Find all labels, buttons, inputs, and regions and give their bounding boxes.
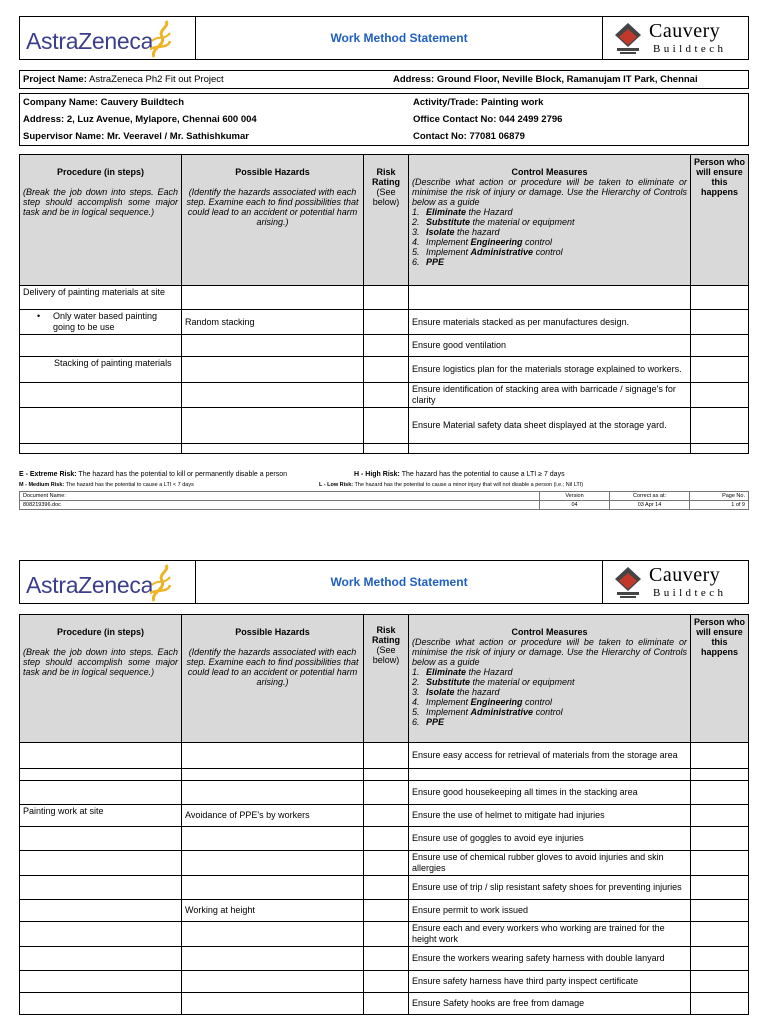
table-row — [20, 310, 749, 335]
control-hierarchy-item: 5. Implement Administrative control — [412, 247, 563, 257]
procedure-cell: Delivery of painting materials at site — [20, 286, 182, 310]
hazard-cell — [182, 851, 364, 876]
procedure-cell: Painting work at site — [20, 805, 182, 827]
risk-rating-cell — [364, 851, 409, 876]
procedure-cell — [20, 781, 182, 805]
cauvery-building-icon — [611, 565, 645, 599]
hazard-cell — [182, 827, 364, 851]
table-row — [20, 851, 749, 876]
control-measure-cell — [409, 769, 691, 781]
control-measures-header: Control Measures (Describe what action or procedure will be taken to eliminate or minimise the risk of injury or damage. Use the Hierarchy of Controls below as a guide 1. Eliminate the Hazard 2. Substitute the material or equipment 3. Isolate the hazard 4. Implement Engineering control 5. Implement Administrative control 6. PPE — [409, 615, 691, 743]
bullet-icon: • — [37, 311, 41, 321]
control-hierarchy-item: 6. PPE — [412, 257, 445, 267]
table-row — [20, 769, 749, 781]
control-measure-cell: Ensure good ventilation — [409, 335, 691, 357]
control-measure-cell: Ensure good housekeeping all times in the stacking area — [409, 781, 691, 805]
table-row — [20, 444, 749, 454]
astrazeneca-logo-text: AstraZeneca — [26, 572, 154, 598]
activity-trade: Activity/Trade: Painting work — [413, 97, 544, 108]
risk-rating-cell — [364, 781, 409, 805]
responsible-person-cell — [691, 971, 749, 993]
hazard-cell — [182, 444, 364, 454]
procedure-cell — [20, 851, 182, 876]
responsible-person-cell — [691, 444, 749, 454]
responsible-person-cell — [691, 900, 749, 922]
company-address: Address: 2, Luz Avenue, Mylapore, Chennai 600 004 — [23, 114, 257, 125]
risk-rating-cell — [364, 310, 409, 335]
page-2 — [19, 560, 749, 1015]
control-hierarchy-item: 4. Implement Engineering control — [412, 237, 553, 247]
control-hierarchy-item: 6. PPE — [412, 717, 445, 727]
responsible-person-cell — [691, 408, 749, 444]
control-measure-cell: Ensure use of goggles to avoid eye injuries — [409, 827, 691, 851]
astrazeneca-swirl-icon — [148, 19, 174, 59]
control-measure-cell: Ensure materials stacked as per manufactures design. — [409, 310, 691, 335]
document-title: Work Method Statement — [196, 561, 603, 604]
control-measure-cell: Ensure logistics plan for the materials storage explained to workers. — [409, 357, 691, 383]
responsible-person-cell — [691, 383, 749, 408]
responsible-person-cell — [691, 993, 749, 1015]
procedure-cell — [20, 993, 182, 1015]
hazard-cell — [182, 993, 364, 1015]
responsible-person-cell — [691, 827, 749, 851]
procedure-cell — [20, 947, 182, 971]
hazard-cell: Working at height — [182, 900, 364, 922]
page-1 — [19, 16, 749, 510]
procedure-header: Procedure (in steps) (Break the job down into steps. Each step should accomplish some major task and be in logical sequence.) — [20, 155, 182, 286]
table-row — [20, 335, 749, 357]
hazard-cell — [182, 383, 364, 408]
page-header — [19, 16, 749, 60]
project-info-box — [19, 70, 749, 89]
astrazeneca-swirl-icon — [148, 563, 174, 603]
cauvery-logo — [603, 17, 749, 60]
office-contact: Office Contact No: 044 2499 2796 — [413, 114, 563, 125]
risk-rating-cell — [364, 805, 409, 827]
table-row — [20, 900, 749, 922]
hazard-cell — [182, 769, 364, 781]
procedure-cell — [20, 769, 182, 781]
method-table-1 — [19, 154, 749, 454]
table-row — [20, 971, 749, 993]
company-info-box — [19, 93, 749, 146]
risk-rating-header: Risk Rating (See below) — [364, 155, 409, 286]
risk-rating-cell — [364, 408, 409, 444]
cauvery-logo — [603, 561, 749, 604]
risk-rating-cell — [364, 827, 409, 851]
cauvery-building-icon — [611, 21, 645, 55]
risk-rating-cell — [364, 993, 409, 1015]
control-measure-cell: Ensure the use of helmet to mitigate had injuries — [409, 805, 691, 827]
hazard-cell — [182, 947, 364, 971]
document-title: Work Method Statement — [196, 17, 603, 60]
table-row — [20, 781, 749, 805]
table-row — [20, 947, 749, 971]
table-row — [20, 827, 749, 851]
cauvery-logo-sub: Buildtech — [653, 43, 727, 55]
responsible-person-cell — [691, 743, 749, 769]
risk-rating-cell — [364, 743, 409, 769]
procedure-cell — [20, 971, 182, 993]
risk-legend: E - Extreme Risk: The hazard has the potential to kill or permanently disable a person H - High Risk: The hazard has the potential to cause a LTI ≥ 7 days M - Medium Risk: The hazard has the potential to cause a LTI < 7 days L - Low Risk: The hazard has the potential to cause a minor injury that will not disable a person (i.e.; Nil LTI) — [19, 471, 584, 488]
document-footer: Document Name: Version Correct as at: Page No. 808219396.doc 04 03 Apr 14 1 of 9 — [19, 491, 749, 510]
table-row — [20, 357, 749, 383]
procedure-cell: Stacking of painting materials — [20, 357, 182, 383]
table-row — [20, 383, 749, 408]
document-version: 04 — [540, 501, 610, 510]
person-header: Person who will ensure this happens — [691, 155, 749, 286]
risk-rating-cell — [364, 357, 409, 383]
responsible-person-cell — [691, 876, 749, 900]
procedure-cell — [20, 444, 182, 454]
table-row — [20, 743, 749, 769]
cauvery-logo-name: Cauvery — [649, 564, 721, 586]
procedure-cell: • Only water based painting going to be use — [20, 310, 182, 335]
control-measure-cell: Ensure Material safety data sheet displayed at the storage yard. — [409, 408, 691, 444]
responsible-person-cell — [691, 805, 749, 827]
control-measure-cell: Ensure use of trip / slip resistant safety shoes for preventing injuries — [409, 876, 691, 900]
risk-rating-cell — [364, 900, 409, 922]
hazard-cell — [182, 286, 364, 310]
risk-rating-cell — [364, 383, 409, 408]
risk-rating-cell — [364, 444, 409, 454]
document-name: 808219396.doc — [20, 501, 540, 510]
cauvery-logo-sub: Buildtech — [653, 587, 727, 599]
project-name: Project Name: AstraZeneca Ph2 Fit out Project — [23, 74, 224, 85]
table-row — [20, 993, 749, 1015]
procedure-cell — [20, 743, 182, 769]
responsible-person-cell — [691, 851, 749, 876]
hazard-cell — [182, 743, 364, 769]
procedure-cell — [20, 408, 182, 444]
method-table-2 — [19, 614, 749, 1015]
control-hierarchy-item: 4. Implement Engineering control — [412, 697, 553, 707]
hazard-cell — [182, 922, 364, 947]
supervisor-name: Supervisor Name: Mr. Veeravel / Mr. Sathishkumar — [23, 131, 249, 142]
procedure-cell — [20, 383, 182, 408]
procedure-cell — [20, 876, 182, 900]
control-measure-cell: Ensure permit to work issued — [409, 900, 691, 922]
table-row — [20, 408, 749, 444]
control-measure-cell: Ensure safety harness have third party inspect certificate — [409, 971, 691, 993]
control-hierarchy-item: 3. Isolate the hazard — [412, 687, 500, 697]
hazard-cell — [182, 971, 364, 993]
risk-rating-cell — [364, 876, 409, 900]
hazard-cell — [182, 335, 364, 357]
table-row — [20, 876, 749, 900]
table-row — [20, 805, 749, 827]
control-measure-cell: Ensure identification of stacking area with barricade / signage's for clarity — [409, 383, 691, 408]
responsible-person-cell — [691, 922, 749, 947]
hazards-header: Possible Hazards (Identify the hazards associated with each step. Examine each to find possibilities that could lead to an accident or potential harm arising.) — [182, 615, 364, 743]
hazard-cell: Avoidance of PPE's by workers — [182, 805, 364, 827]
page-header — [19, 560, 749, 604]
hierarchy-of-controls — [412, 207, 687, 267]
control-measure-cell — [409, 286, 691, 310]
control-hierarchy-item: 3. Isolate the hazard — [412, 227, 500, 237]
responsible-person-cell — [691, 357, 749, 383]
control-measure-cell: Ensure use of chemical rubber gloves to avoid injuries and skin allergies — [409, 851, 691, 876]
control-measures-header: Control Measures (Describe what action or procedure will be taken to eliminate or minimise the risk of injury or damage. Use the Hierarchy of Controls below as a guide 1. Eliminate the Hazard 2. Substitute the material or equipment 3. Isolate the hazard 4. Implement Engineering control 5. Implement Administrative control 6. PPE — [409, 155, 691, 286]
risk-rating-cell — [364, 286, 409, 310]
hazard-cell — [182, 408, 364, 444]
risk-rating-cell — [364, 971, 409, 993]
table-row — [20, 922, 749, 947]
astrazeneca-logo — [20, 17, 196, 60]
responsible-person-cell — [691, 769, 749, 781]
risk-rating-header: Risk Rating (See below) — [364, 615, 409, 743]
risk-rating-cell — [364, 335, 409, 357]
control-measure-cell: Ensure the workers wearing safety harness with double lanyard — [409, 947, 691, 971]
site-address: Address: Ground Floor, Neville Block, Ramanujam IT Park, Chennai — [393, 74, 698, 85]
risk-rating-cell — [364, 769, 409, 781]
control-measure-cell: Ensure easy access for retrieval of materials from the storage area — [409, 743, 691, 769]
procedure-cell — [20, 335, 182, 357]
company-name: Company Name: Cauvery Buildtech — [23, 97, 185, 108]
control-hierarchy-item: 5. Implement Administrative control — [412, 707, 563, 717]
control-measure-cell — [409, 444, 691, 454]
astrazeneca-logo — [20, 561, 196, 604]
astrazeneca-logo-text: AstraZeneca — [26, 28, 154, 54]
responsible-person-cell — [691, 310, 749, 335]
document-date: 03 Apr 14 — [610, 501, 690, 510]
hierarchy-of-controls — [412, 667, 687, 727]
table-row — [20, 286, 749, 310]
procedure-cell — [20, 900, 182, 922]
control-hierarchy-item: 2. Substitute the material or equipment — [412, 677, 575, 687]
contact-number: Contact No: 77081 06879 — [413, 131, 525, 142]
page-number: 1 of 9 — [690, 501, 749, 510]
control-hierarchy-item: 1. Eliminate the Hazard — [412, 207, 513, 217]
procedure-header: Procedure (in steps) (Break the job down into steps. Each step should accomplish some major task and be in logical sequence.) — [20, 615, 182, 743]
hazard-cell — [182, 876, 364, 900]
hazard-cell — [182, 781, 364, 805]
control-hierarchy-item: 2. Substitute the material or equipment — [412, 217, 575, 227]
person-header: Person who will ensure this happens — [691, 615, 749, 743]
control-measure-cell: Ensure each and every workers who working are trained for the height work — [409, 922, 691, 947]
control-measure-cell: Ensure Safety hooks are free from damage — [409, 993, 691, 1015]
control-hierarchy-item: 1. Eliminate the Hazard — [412, 667, 513, 677]
responsible-person-cell — [691, 286, 749, 310]
procedure-cell — [20, 827, 182, 851]
responsible-person-cell — [691, 335, 749, 357]
hazard-cell — [182, 357, 364, 383]
risk-rating-cell — [364, 947, 409, 971]
responsible-person-cell — [691, 947, 749, 971]
responsible-person-cell — [691, 781, 749, 805]
procedure-cell — [20, 922, 182, 947]
hazard-cell: Random stacking — [182, 310, 364, 335]
cauvery-logo-name: Cauvery — [649, 20, 721, 42]
hazards-header: Possible Hazards (Identify the hazards associated with each step. Examine each to find possibilities that could lead to an accident or potential harm arising.) — [182, 155, 364, 286]
risk-rating-cell — [364, 922, 409, 947]
